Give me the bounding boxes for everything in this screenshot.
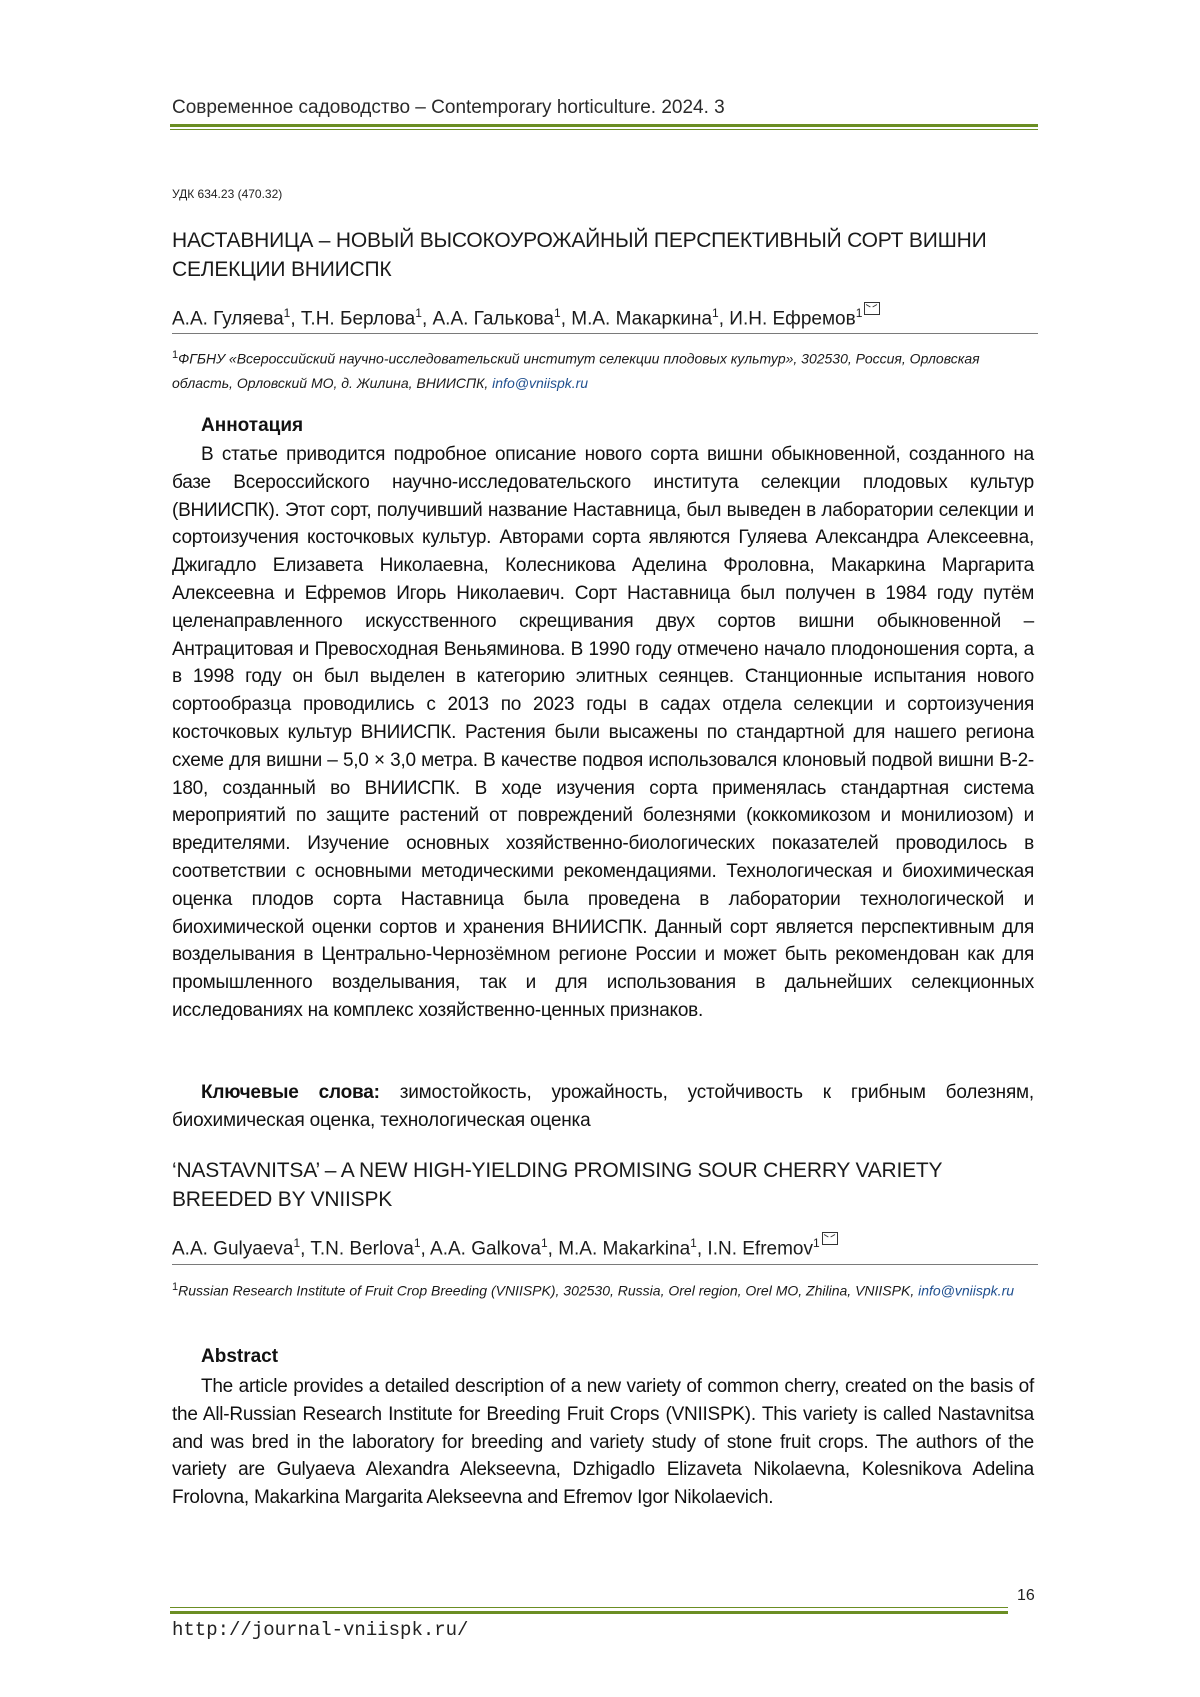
author-name: А.А. Гуляева (172, 308, 284, 330)
keywords-ru (172, 1079, 1034, 1135)
authors-en: A.A. Gulyaeva$^1$, T.N. Berlova$^1$, A.A. Galkova$^1$, M.A. Makarkina$^1$, I.N. Efremov$^1$ (172, 1236, 838, 1260)
author-name: Т.Н. Берлова (300, 308, 416, 330)
authors-ru: А.А. Гуляева$^1$, Т.Н. Берлова$^1$, А.А. Галькова$^1$, М.А. Макаркина$^1$, И.Н. Ефремов$^1$ (172, 306, 880, 330)
email-link[interactable]: info@vniispk.ru (492, 374, 589, 391)
author-sup: 1 (712, 306, 719, 320)
abstract-en: The article provides a detailed description of a new variety of common cherry, created on the basis of the All-Russian Research Institute for Breeding Fruit Crops (VNIISPK). This variety is called Nastavnitsa and was bred in the laboratory for breeding and variety study of stone fruit crops. The authors of the variety are Gulyaeva Alexandra Alekseevna, Dzhigadlo Elizaveta Nikolaevna, Kolesnikova Adelina Frolovna, Makarkina Margarita Alekseevna and Efremov Igor Nikolaevich. (172, 1376, 1034, 1509)
author-sup: 1 (855, 306, 863, 320)
page-number: 16 (1017, 1587, 1035, 1604)
author-sup: 1 (413, 1236, 421, 1250)
author-divider (172, 333, 1038, 334)
header-rule (170, 124, 1038, 127)
affiliation-ru (172, 343, 1032, 395)
author-divider (172, 1264, 1038, 1265)
keywords-label: Ключевые слова: (201, 1082, 380, 1103)
author-name: I.N. Efremov (707, 1238, 813, 1260)
abstract-heading-en: Abstract (201, 1346, 279, 1367)
author-sup: 1 (293, 1236, 301, 1250)
envelope-icon[interactable] (822, 1232, 838, 1245)
article-title-en: ‘NASTAVNITSA’ – A NEW HIGH-YIELDING PROMISING SOUR CHERRY VARIETY BREEDED BY VNIISPK (172, 1159, 942, 1211)
header-rule-thin (170, 129, 1038, 130)
keywords-text: зимостойкость, урожайность, устойчивость к грибным болезням, биохимическая оценка, технологическая оценка (172, 1082, 1034, 1131)
affiliation-text: ФГБНУ «Всероссийский научно-исследовательский институт селекции плодовых культур», 302530, Россия, Орловская область, Орловский МО, д. Жилина, ВНИИСПК, (172, 350, 980, 391)
envelope-icon[interactable] (864, 302, 880, 315)
affiliation-text: Russian Research Institute of Fruit Crop Breeding (VNIISPK), 302530, Russia, Orel region, Orel MO, Zhilina, VNIISPK, (178, 1282, 919, 1299)
author-name: И.Н. Ефремов (729, 308, 856, 330)
article-title-ru: НАСТАВНИЦА – НОВЫЙ ВЫСОКОУРОЖАЙНЫЙ ПЕРСПЕКТИВНЫЙ СОРТ ВИШНИ СЕЛЕКЦИИ ВНИИСПК (172, 229, 987, 281)
footer-rule-thin (170, 1607, 1008, 1608)
affiliation-sup: 1 (172, 349, 179, 361)
abstract-heading-ru: Аннотация (201, 415, 304, 436)
author-name: А.А. Галькова (432, 308, 554, 330)
author-name: A.A. Gulyaeva (172, 1238, 294, 1260)
journal-url[interactable]: http://journal-vniispk.ru/ (172, 1619, 469, 1641)
author-name: M.A. Makarkina (558, 1238, 691, 1260)
author-name: A.A. Galkova (430, 1238, 541, 1260)
footer-rule (170, 1611, 1008, 1614)
author-sup: 1 (690, 1236, 697, 1250)
affiliation-sup: 1 (172, 1281, 179, 1293)
author-sup: 1 (415, 306, 422, 320)
author-sup: 1 (554, 306, 561, 320)
journal-header: Современное садоводство – Contemporary horticulture. 2024. 3 (172, 97, 725, 118)
author-name: T.N. Berlova (310, 1238, 414, 1260)
udk-code: УДК 634.23 (470.32) (172, 187, 283, 201)
author-sup: 1 (540, 1236, 548, 1250)
email-link[interactable]: info@vniispk.ru (918, 1282, 1015, 1299)
author-sup: 1 (283, 306, 291, 320)
author-sup: 1 (813, 1236, 820, 1250)
author-name: М.А. Макаркина (571, 308, 713, 330)
abstract-ru: В статье приводится подробное описание нового сорта вишни обыкновенной, созданного на базе Всероссийского научно-исследовательского института селекции плодовых культур (ВНИИСПК). Этот сорт, получивший название Наставница, был выведен в лаборатории селекции и сортоизучения косточковых культур. Авторами сорта являются Гуляева Александра Алексеевна, Джигадло Елизавета Николаевна, Колесникова Аделина Фроловна, Макаркина Маргарита Алексеевна и Ефремов Игорь Николаевич. Сорт Наставница был получен в 1984 году путём целенаправленного искусственного скрещивания двух сортов вишни обыкновенной – Антрацитовая и Превосходная Веньяминова. В 1990 году отмечено начало плодоношения сорта, а в 1998 году он был выделен в категорию элитных сеянцев. Станционные испытания нового сортообразца проводились с 2013 по 2023 годы в садах отдела селекции и сортоизучения косточковых культур ВНИИСПК. Растения были высажены по стандартной для нашего региона схеме для вишни – 5,0 × 3,0 метра. В качестве подвоя использовался клоновый подвой вишни В-2-180, созданный во ВНИИСПК. В ходе изучения сорта применялась стандартная система мероприятий по защите растений от повреждений болезнями (коккомикозом и монилиозом) и вредителями. Изучение основных хозяйственно-биологических показателей проводилось в соответствии с основными методическими рекомендациями. Технологическая и биохимическая оценка плодов сорта Наставница была проведена в лаборатории технологической и биохимической оценки сортов и хранения ВНИИСПК. Данный сорт является перспективным для возделывания в Центрально-Чернозёмном регионе России и может быть рекомендован как для промышленного возделывания, так и для использования в дальнейших селекционных исследованиях на комплекс хозяйственно-ценных признаков. (172, 444, 1034, 1021)
affiliation-en (172, 1275, 1032, 1303)
